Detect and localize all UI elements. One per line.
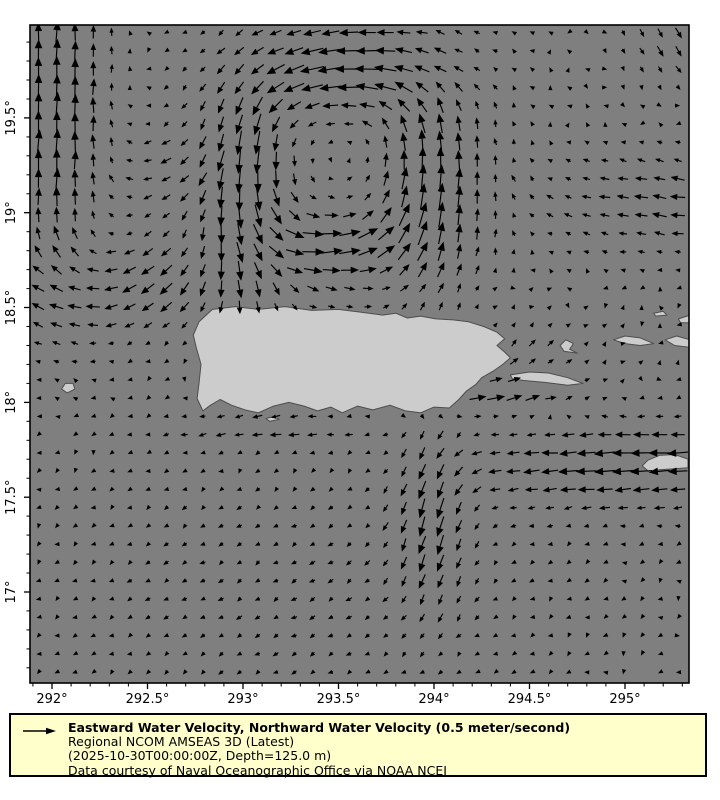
x-tick-label: 292.5° — [125, 692, 170, 707]
x-tick-label: 294.5° — [507, 692, 552, 707]
y-tick-label: 17.5° — [4, 479, 19, 515]
y-tick-label: 19.5° — [4, 100, 19, 136]
x-tick-label: 292° — [36, 692, 68, 707]
legend-courtesy: Data courtesy of Naval Oceanographic Office via NOAA NCEI — [68, 762, 447, 778]
x-tick-label: 293.5° — [316, 692, 361, 707]
legend-title: Eastward Water Velocity, Northward Water Velocity (0.5 meter/second) — [68, 720, 571, 735]
y-tick-label: 18° — [4, 390, 19, 414]
legend-time-depth: (2025-10-30T00:00:00Z, Depth=125.0 m) — [68, 748, 332, 764]
reference-arrow-icon — [22, 725, 58, 737]
x-tick-label: 295° — [609, 692, 641, 707]
x-tick-label: 293° — [227, 692, 259, 707]
y-tick-label: 19° — [4, 201, 19, 225]
y-tick-label: 17° — [4, 580, 19, 604]
legend-model: Regional NCOM AMSEAS 3D (Latest) — [68, 734, 295, 750]
legend-text — [68, 715, 570, 778]
legend-box — [9, 713, 707, 777]
y-tick-label: 18.5° — [4, 289, 19, 326]
x-tick-label: 294° — [418, 692, 450, 707]
